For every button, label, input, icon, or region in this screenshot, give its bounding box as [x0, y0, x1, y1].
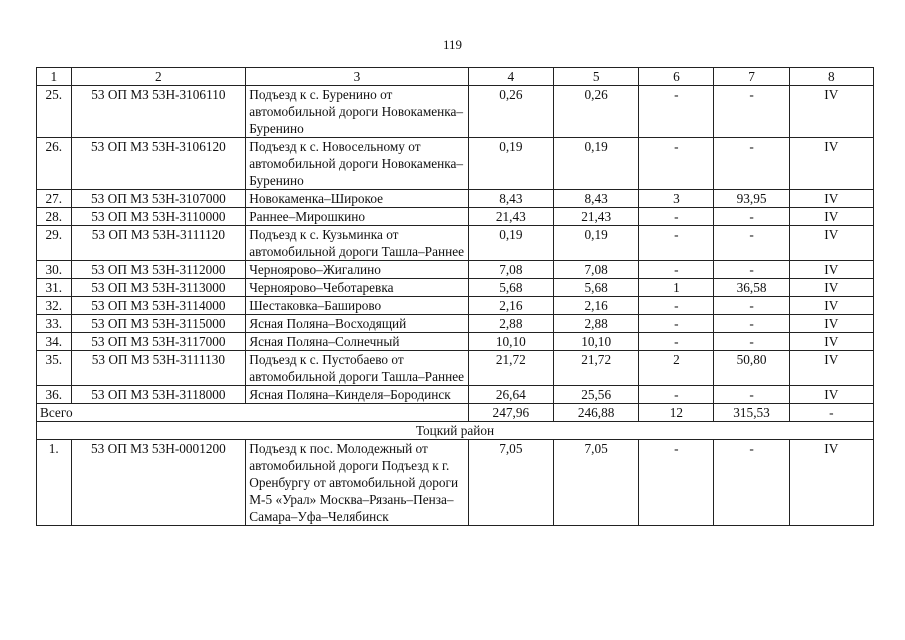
- cell-c4: 21,43: [468, 208, 553, 226]
- cell-c8: IV: [789, 333, 873, 351]
- cell-code: 53 ОП МЗ 53Н-3107000: [71, 190, 246, 208]
- district-heading: Тоцкий район: [37, 422, 874, 440]
- cell-code: 53 ОП МЗ 53Н-0001200: [71, 440, 246, 526]
- cell-name: Ясная Поляна–Кинделя–Бородинск: [246, 386, 468, 404]
- cell-name: Подъезд к с. Кузьминка от автомобильной дороги Ташла–Раннее: [246, 226, 468, 261]
- column-header: 3: [246, 68, 468, 86]
- cell-c6: -: [639, 386, 714, 404]
- table-row: [37, 440, 874, 526]
- column-header: 1: [37, 68, 72, 86]
- cell-name: Подъезд к с. Буренино от автомобильной дороги Новокаменка–Буренино: [246, 86, 468, 138]
- cell-c8: IV: [789, 297, 873, 315]
- cell-c5: 0,19: [554, 226, 639, 261]
- cell-c5: 2,88: [554, 315, 639, 333]
- cell-c7: -: [714, 315, 789, 333]
- cell-n: 32.: [37, 297, 72, 315]
- cell-c8: IV: [789, 190, 873, 208]
- cell-c8: IV: [789, 138, 873, 190]
- cell-n: 28.: [37, 208, 72, 226]
- column-header: 6: [639, 68, 714, 86]
- table-row: [37, 226, 874, 261]
- cell-n: 29.: [37, 226, 72, 261]
- cell-c8: IV: [789, 315, 873, 333]
- table-header-row: [37, 68, 874, 86]
- column-header: 8: [789, 68, 873, 86]
- table-row: [37, 386, 874, 404]
- cell-c6: -: [639, 86, 714, 138]
- cell-c5: 0,19: [554, 138, 639, 190]
- total-cell: -: [789, 404, 873, 422]
- cell-name: Черноярово–Чеботаревка: [246, 279, 468, 297]
- table-row: [37, 279, 874, 297]
- cell-n: 26.: [37, 138, 72, 190]
- cell-c4: 0,19: [468, 138, 553, 190]
- cell-c4: 8,43: [468, 190, 553, 208]
- cell-n: 35.: [37, 351, 72, 386]
- cell-c5: 7,05: [554, 440, 639, 526]
- cell-c8: IV: [789, 440, 873, 526]
- cell-c4: 2,88: [468, 315, 553, 333]
- cell-c7: 50,80: [714, 351, 789, 386]
- total-cell: 12: [639, 404, 714, 422]
- total-label: Всего: [37, 404, 469, 422]
- cell-name: Ясная Поляна–Восходящий: [246, 315, 468, 333]
- cell-n: 36.: [37, 386, 72, 404]
- total-cell: 246,88: [554, 404, 639, 422]
- cell-c4: 10,10: [468, 333, 553, 351]
- cell-c6: -: [639, 226, 714, 261]
- cell-c6: 1: [639, 279, 714, 297]
- roads-table: [36, 67, 874, 526]
- cell-name: Подъезд к с. Новосельному от автомобильной дороги Новокаменка–Буренино: [246, 138, 468, 190]
- cell-name: Раннее–Мирошкино: [246, 208, 468, 226]
- cell-code: 53 ОП МЗ 53Н-3114000: [71, 297, 246, 315]
- cell-name: Подъезд к с. Пустобаево от автомобильной дороги Ташла–Раннее: [246, 351, 468, 386]
- cell-code: 53 ОП МЗ 53Н-3115000: [71, 315, 246, 333]
- cell-c6: -: [639, 208, 714, 226]
- cell-code: 53 ОП МЗ 53Н-3111130: [71, 351, 246, 386]
- cell-c7: -: [714, 440, 789, 526]
- cell-c7: 93,95: [714, 190, 789, 208]
- cell-c7: -: [714, 226, 789, 261]
- cell-c7: -: [714, 86, 789, 138]
- cell-n: 27.: [37, 190, 72, 208]
- cell-code: 53 ОП МЗ 53Н-3112000: [71, 261, 246, 279]
- cell-name: Новокаменка–Широкое: [246, 190, 468, 208]
- cell-c6: -: [639, 315, 714, 333]
- column-header: 2: [71, 68, 246, 86]
- cell-n: 25.: [37, 86, 72, 138]
- cell-c6: -: [639, 333, 714, 351]
- cell-c8: IV: [789, 226, 873, 261]
- cell-name: Подъезд к пос. Молодежный от автомобильной дороги Подъезд к г. Оренбургу от автомобильной дороги М-5 «Урал» Москва–Рязань–Пенза–Самара–Уфа–Челябинск: [246, 440, 468, 526]
- cell-c5: 21,43: [554, 208, 639, 226]
- cell-n: 1.: [37, 440, 72, 526]
- cell-c5: 21,72: [554, 351, 639, 386]
- table-row: [37, 315, 874, 333]
- cell-c8: IV: [789, 279, 873, 297]
- cell-c7: -: [714, 138, 789, 190]
- table-row: [37, 333, 874, 351]
- cell-c6: -: [639, 261, 714, 279]
- total-row: [37, 404, 874, 422]
- cell-code: 53 ОП МЗ 53Н-3113000: [71, 279, 246, 297]
- total-cell: 247,96: [468, 404, 553, 422]
- table-row: [37, 208, 874, 226]
- table-row: [37, 86, 874, 138]
- cell-n: 30.: [37, 261, 72, 279]
- cell-c8: IV: [789, 351, 873, 386]
- cell-c4: 0,19: [468, 226, 553, 261]
- cell-n: 33.: [37, 315, 72, 333]
- cell-c4: 21,72: [468, 351, 553, 386]
- cell-c6: -: [639, 138, 714, 190]
- cell-c5: 7,08: [554, 261, 639, 279]
- cell-code: 53 ОП МЗ 53Н-3117000: [71, 333, 246, 351]
- cell-c5: 5,68: [554, 279, 639, 297]
- cell-n: 34.: [37, 333, 72, 351]
- cell-c7: 36,58: [714, 279, 789, 297]
- cell-code: 53 ОП МЗ 53Н-3111120: [71, 226, 246, 261]
- table-row: [37, 138, 874, 190]
- cell-c4: 0,26: [468, 86, 553, 138]
- cell-code: 53 ОП МЗ 53Н-3106120: [71, 138, 246, 190]
- cell-c6: -: [639, 440, 714, 526]
- cell-c6: -: [639, 297, 714, 315]
- cell-name: Черноярово–Жигалино: [246, 261, 468, 279]
- cell-c5: 10,10: [554, 333, 639, 351]
- cell-c7: -: [714, 208, 789, 226]
- cell-c7: -: [714, 333, 789, 351]
- table-row: [37, 261, 874, 279]
- cell-c5: 0,26: [554, 86, 639, 138]
- cell-c4: 7,08: [468, 261, 553, 279]
- cell-c6: 3: [639, 190, 714, 208]
- table-row: [37, 297, 874, 315]
- cell-c5: 2,16: [554, 297, 639, 315]
- cell-c6: 2: [639, 351, 714, 386]
- cell-c7: -: [714, 386, 789, 404]
- cell-c4: 2,16: [468, 297, 553, 315]
- cell-c8: IV: [789, 261, 873, 279]
- cell-code: 53 ОП МЗ 53Н-3118000: [71, 386, 246, 404]
- cell-c4: 5,68: [468, 279, 553, 297]
- column-header: 7: [714, 68, 789, 86]
- cell-name: Шестаковка–Баширово: [246, 297, 468, 315]
- district-row: [37, 422, 874, 440]
- cell-c5: 25,56: [554, 386, 639, 404]
- cell-code: 53 ОП МЗ 53Н-3106110: [71, 86, 246, 138]
- cell-c7: -: [714, 261, 789, 279]
- cell-c4: 26,64: [468, 386, 553, 404]
- total-cell: 315,53: [714, 404, 789, 422]
- table-row: [37, 351, 874, 386]
- cell-name: Ясная Поляна–Солнечный: [246, 333, 468, 351]
- cell-c4: 7,05: [468, 440, 553, 526]
- cell-c8: IV: [789, 208, 873, 226]
- cell-code: 53 ОП МЗ 53Н-3110000: [71, 208, 246, 226]
- cell-c8: IV: [789, 386, 873, 404]
- cell-n: 31.: [37, 279, 72, 297]
- cell-c7: -: [714, 297, 789, 315]
- page-number: 119: [442, 37, 463, 52]
- column-header: 4: [468, 68, 553, 86]
- table-row: [37, 190, 874, 208]
- cell-c8: IV: [789, 86, 873, 138]
- column-header: 5: [554, 68, 639, 86]
- cell-c5: 8,43: [554, 190, 639, 208]
